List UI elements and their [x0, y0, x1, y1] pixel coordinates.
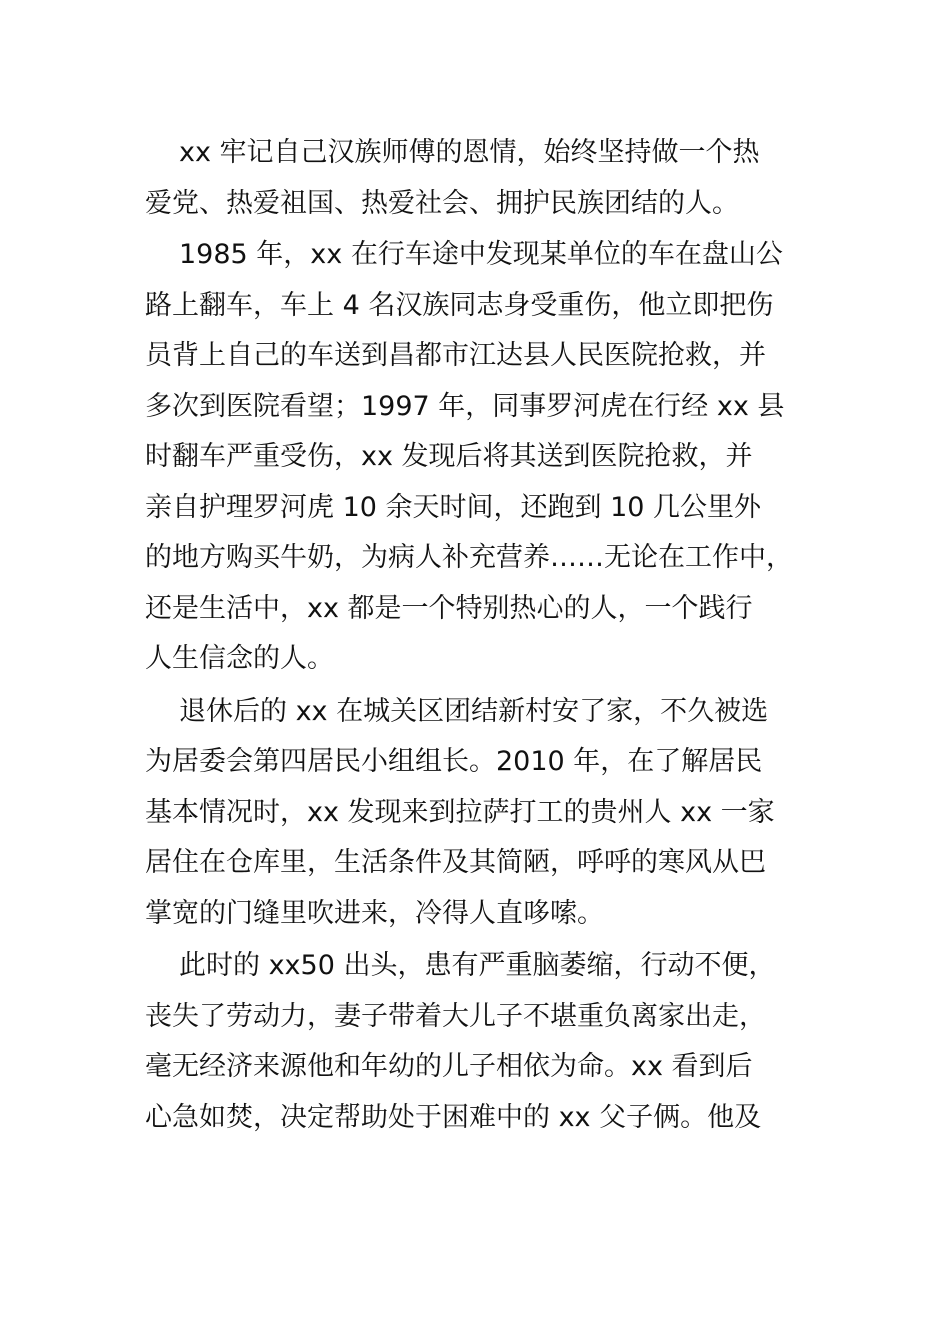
text-line: xx 牢记自己汉族师傅的恩情，始终坚持做一个热 [179, 137, 760, 168]
paragraph-1 [145, 128, 810, 229]
paragraph-2 [145, 230, 810, 685]
text-line: 丧失了劳动力，妻子带着大儿子不堪重负离家出走， [145, 1000, 766, 1032]
text-line: 此时的 xx50 出头，患有严重脑萎缩，行动不便， [179, 950, 776, 981]
text-line: 还是生活中，xx 都是一个特别热心的人，一个践行 [145, 592, 753, 624]
text-line: 毫无经济来源他和年幼的儿子相依为命。xx 看到后 [145, 1051, 753, 1082]
text-line: 居住在仓库里，生活条件及其简陋，呼呼的寒风从巴 [145, 847, 766, 878]
text-line: 为居委会第四居民小组组长。2010 年，在了解居民 [145, 746, 763, 777]
text-line: 人生信念的人。 [145, 643, 334, 674]
text-line: 多次到医院看望；1997 年，同事罗河虎在行经 xx 县 [145, 390, 785, 422]
text-line: 路上翻车，车上 4 名汉族同志身受重伤，他立即把伤 [145, 289, 774, 321]
paragraph-3 [145, 687, 810, 940]
text-line: 掌宽的门缝里吹进来，冷得人直哆嗦。 [145, 897, 604, 929]
text-line: 1985 年，xx 在行车途中发现某单位的车在盘山公 [179, 239, 783, 270]
text-line: 亲自护理罗河虎 10 余天时间，还跑到 10 几公里外 [145, 491, 762, 523]
paragraph-4 [145, 941, 810, 1143]
text-line: 心急如焚，决定帮助处于困难中的 xx 父子俩。他及 [145, 1101, 762, 1133]
document-body [145, 128, 810, 1143]
text-line: 员背上自己的车送到昌都市江达县人民医院抢救，并 [145, 340, 766, 371]
text-line: 爱党、热爱祖国、热爱社会、拥护民族团结的人。 [145, 187, 739, 219]
text-line: 的地方购买牛奶，为病人补充营养……无论在工作中， [145, 542, 793, 573]
text-line: 时翻车严重受伤，xx 发现后将其送到医院抢救，并 [145, 441, 753, 472]
text-line: 基本情况时，xx 发现来到拉萨打工的贵州人 xx 一家 [145, 796, 775, 828]
text-line: 退休后的 xx 在城关区团结新村安了家，不久被选 [179, 695, 769, 727]
